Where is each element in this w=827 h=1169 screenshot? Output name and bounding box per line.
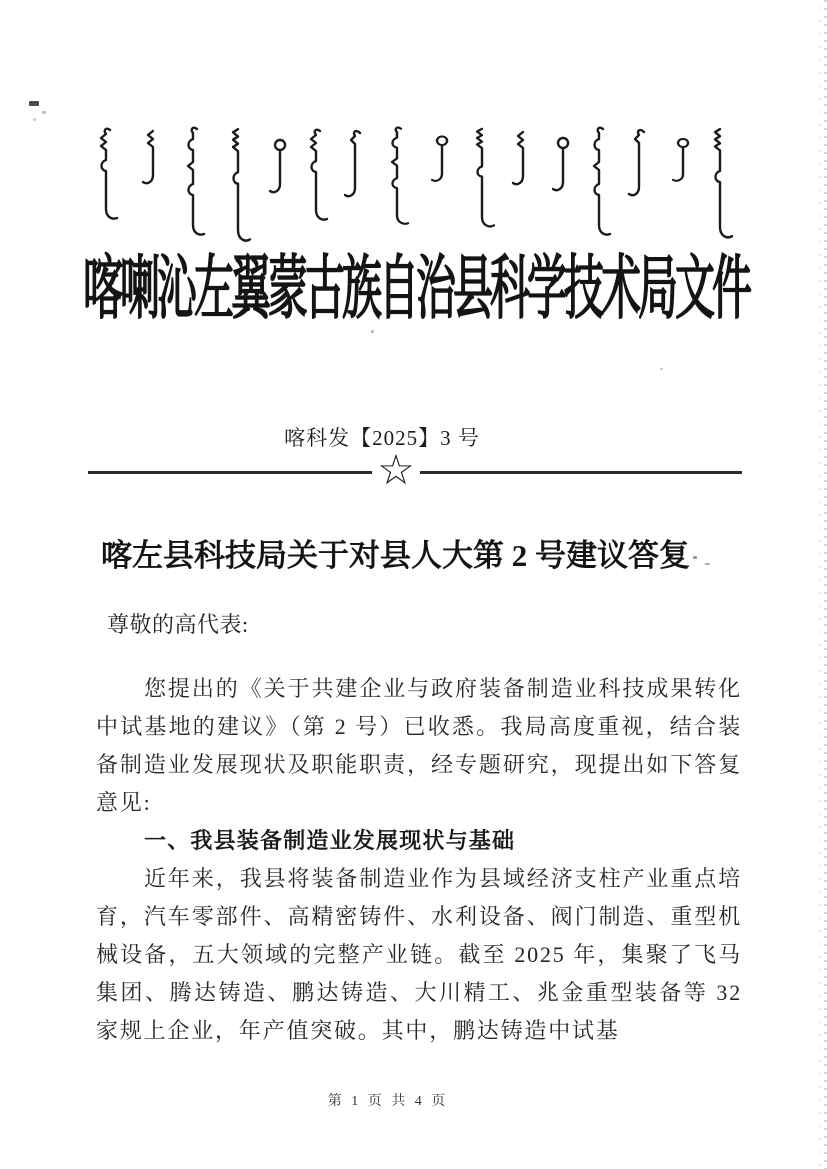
star-icon: ☆ <box>377 445 415 494</box>
page-number: 第 1 页 共 4 页 <box>327 1094 449 1109</box>
scan-speck <box>371 330 374 333</box>
divider-line-right <box>420 471 742 474</box>
divider-line-left <box>88 471 372 474</box>
scan-speck <box>29 101 39 106</box>
agency-masthead-title: 喀喇沁左翼蒙古族自治县科学技术局文件 <box>83 248 749 328</box>
scan-speck <box>705 563 710 565</box>
document-body <box>96 670 742 1050</box>
scan-speck <box>660 368 663 370</box>
scan-edge-noise <box>818 0 827 1169</box>
opening-paragraph: 您提出的《关于共建企业与政府装备制造业科技成果转化中试基地的建议》（第 2 号）已收悉。我局高度重视，结合装备制造业发展现状及职能职责，经专题研究，现提出如下答复意见: <box>96 676 742 815</box>
document-title: 喀左县科技局关于对县人大第 2 号建议答复 <box>101 538 690 573</box>
salutation: 尊敬的高代表: <box>107 612 249 637</box>
scan-speck <box>42 111 46 114</box>
scan-speck <box>33 118 36 121</box>
body-paragraph: 近年来，我县将装备制造业作为县域经济支柱产业重点培育，汽车零部件、高精密铸件、水利设备、阀门制造、重型机械设备，五大领域的完整产业链。截至 2025 年，集聚了飞马集团、腾达铸造、鹏达铸造、大川精工、兆金重型装备等 32 家规上企业，年产值突破。其中，鹏达铸造中试基 <box>96 866 742 1043</box>
section-heading: 一、我县装备制造业发展现状与基础 <box>144 828 516 853</box>
doc-number: 喀科发【2025】3 号 <box>284 426 480 450</box>
scan-speck <box>693 556 697 559</box>
